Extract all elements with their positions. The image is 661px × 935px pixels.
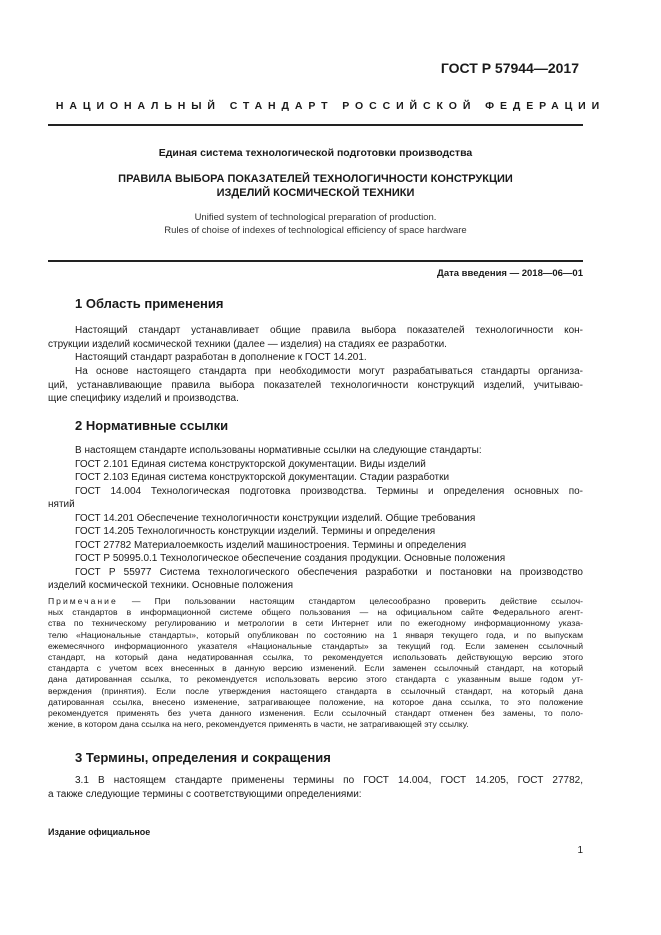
text-line: Настоящий стандарт разработан в дополнение к ГОСТ 14.201.: [75, 352, 367, 363]
reference-item: ГОСТ 14.205 Технологичность конструкции изделий. Термины и определения: [75, 526, 436, 537]
reference-item: ГОСТ 2.101 Единая система конструкторской документации. Виды изделий: [75, 459, 426, 470]
reference-item-continued: нятий: [48, 499, 75, 510]
section-1-paragraph-2: [48, 351, 583, 365]
reference-item: ГОСТ 14.004 Технологическая подготовка производства. Термины и определения основных по-: [75, 486, 583, 497]
effective-date: Дата введения — 2018—06—01: [437, 268, 583, 279]
top-divider: [48, 124, 583, 126]
note-line: телю «Национальные стандарты», который опубликован по состоянию на 1 января текущего года, и по выпускам: [48, 629, 583, 640]
note-line: дана датированная ссылка, то рекомендуется использовать версию этого стандарта с указанным выше годом ут-: [48, 674, 583, 685]
section-3-heading: 3 Термины, определения и сокращения: [75, 750, 331, 765]
text-line: а также следующие термины с соответствующими определениями:: [48, 788, 362, 800]
note-line: стандарт, на который дана недатированная ссылка, то рекомендуется использовать действующую версию этого: [48, 652, 583, 663]
note-label: Примечание: [48, 596, 118, 606]
text-line: На основе настоящего стандарта при необходимости могут разрабатываться стандарты организа-: [75, 366, 583, 377]
reference-item: ГОСТ Р 50995.0.1 Технологическое обеспечение создания продукции. Основные положения: [75, 553, 506, 564]
section-1-heading: 1 Область применения: [75, 296, 224, 311]
national-standard-heading: НАЦИОНАЛЬНЫЙ СТАНДАРТ РОССИЙСКОЙ ФЕДЕРАЦИИ: [55, 100, 606, 112]
note-line: ных стандартов в информационной системе общего пользования — на официальном сайте Федерального агент-: [48, 607, 583, 618]
note-line: ежемесячного информационного указателя «Национальные стандарты» за текущий год. Если заменен ссылочный: [48, 640, 583, 651]
edition-label: Издание официальное: [48, 827, 151, 837]
standard-system: Единая система технологической подготовки производства: [158, 147, 473, 159]
note-line: жение, в котором дана ссылка на него, рекомендуется применять в части, не затрагивающей эту ссылку.: [48, 719, 469, 730]
note-line: верждения (принятия). Если после утверждения настоящего стандарта в ссылочный стандарт, на который дана: [48, 685, 583, 696]
section-1-paragraph-3: [48, 365, 583, 406]
document-id: ГОСТ Р 57944—2017: [440, 60, 579, 76]
section-2-intro: [48, 444, 583, 458]
title-divider: [48, 260, 583, 262]
note-line: рекомендуется применять без учета данного изменения. Если ссылочный стандарт отменен без замены, то поло-: [48, 708, 583, 719]
english-title: [48, 212, 583, 237]
english-line-1: Unified system of technological preparation of production.: [194, 212, 437, 223]
text-line: Настоящий стандарт устанавливает общие правила выбора показателей технологичности кон-: [75, 325, 583, 336]
text-line: щие специфику изделий и производства.: [48, 393, 239, 405]
english-line-2: Rules of choise of indexes of technological efficiency of space hardware: [164, 224, 467, 236]
note-block: [48, 596, 583, 730]
section-1-paragraph-1: [48, 324, 583, 351]
page-number: 1: [577, 845, 583, 856]
standard-title: [48, 172, 583, 200]
text-line: В настоящем стандарте использованы нормативные ссылки на следующие стандарты:: [75, 445, 482, 456]
section-2-heading: 2 Нормативные ссылки: [75, 418, 229, 433]
title-line-1: ПРАВИЛА ВЫБОРА ПОКАЗАТЕЛЕЙ ТЕХНОЛОГИЧНОСТИ КОНСТРУКЦИИ: [118, 173, 513, 185]
note-line: стандарта с учетом всех внесенных в данную версию изменений. Если заменен ссылочный стандарт, на который: [48, 663, 583, 674]
section-3-paragraph-1: [48, 774, 583, 801]
note-line: датированная ссылка, внесено изменение, затрагивающее положение, на которое дана ссылка, то это положение: [48, 696, 583, 707]
note-line: ства по техническому регулированию и метрологии в сети Интернет или по ежегодному информационному указа-: [48, 618, 583, 629]
reference-item: ГОСТ 2.103 Единая система конструкторской документации. Стадии разработки: [75, 472, 450, 483]
reference-item: ГОСТ 27782 Материалоемкость изделий машиностроения. Термины и определения: [75, 540, 467, 551]
reference-item-continued: изделий космической техники. Основные положения: [48, 580, 294, 591]
note-line: Примечание — При пользовании настоящим стандартом целесообразно проверить действие ссылоч-: [48, 596, 583, 606]
reference-item: ГОСТ Р 55977 Система технологического обеспечения разработки и постановки на производство: [75, 567, 583, 578]
text-line: 3.1 В настоящем стандарте применены термины по ГОСТ 14.004, ГОСТ 14.205, ГОСТ 27782,: [75, 775, 583, 786]
reference-item: ГОСТ 14.201 Обеспечение технологичности конструкции изделий. Общие требования: [75, 513, 476, 524]
title-line-2: ИЗДЕЛИЙ КОСМИЧЕСКОЙ ТЕХНИКИ: [216, 187, 415, 199]
text-line: струкции изделий космической техники (далее — изделия) на стадиях ее разработки.: [48, 338, 447, 350]
text-line: ций, устанавливающие правила выбора показателей технологичности конструкций изделий, учитываю-: [48, 379, 583, 391]
